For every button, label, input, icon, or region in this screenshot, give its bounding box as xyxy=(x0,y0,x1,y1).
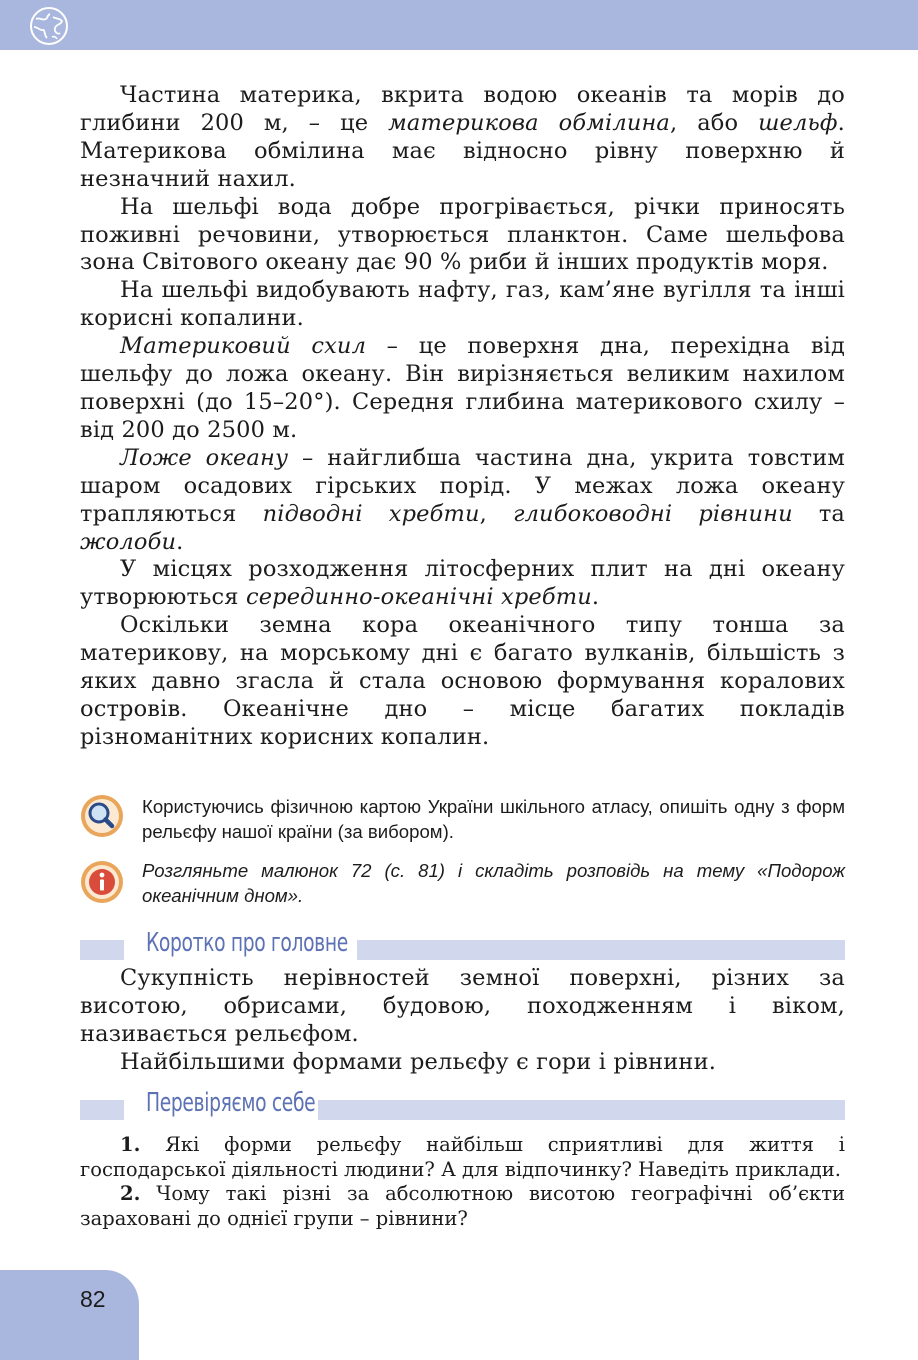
top-header-bar xyxy=(0,0,918,50)
paragraph-volcanoes: Оскільки земна кора океанічного типу тонша за материкову, на морському дні є багато вулканів, більшість з яких давно згасла й стала основою формування коралових островів. Океанічне дно – місце багатих покладів різноманітних корисних копалин. xyxy=(80,612,845,750)
heading-bar-left xyxy=(80,1100,124,1120)
page-number-tab xyxy=(0,1270,139,1360)
task-drawing xyxy=(80,858,845,914)
section-summary-heading xyxy=(80,928,845,968)
heading-bar-left xyxy=(80,940,124,960)
page-number: 82 xyxy=(80,1286,106,1312)
task-atlas-text: Користуючись фізичною картою України шкільного атласу, опишіть одну з форм рельєфу нашої країни (за вибором). xyxy=(142,796,845,842)
paragraph-shelf-fishing: На шельфі вода добре прогрівається, річки приносять поживні речовини, утворюється планктон. Саме шельфова зона Світового океану дає 90 % риби й інших продуктів моря. xyxy=(80,193,845,276)
globe-icon xyxy=(28,5,70,47)
heading-bar-right xyxy=(357,940,845,960)
info-icon xyxy=(80,860,124,904)
paragraph-continental-slope: Материковий схил – це поверхня дна, перехідна від шельфу до ложа океану. Він вирізняється великим нахилом поверхні (до 15–20°). Середня глибина материкового схилу – від 200 до 2500 м. xyxy=(80,333,845,443)
question-item: 1. Які форми рельєфу найбільш сприятливі для життя і господарської діяльності людини? А для відпочинку? Наведіть приклади. xyxy=(80,1133,845,1181)
summary-paragraph-2: Найбільшими формами рельєфу є гори і рівнини. xyxy=(120,1048,717,1075)
check-heading: Перевіряємо себе xyxy=(146,1088,316,1118)
heading-bar-right xyxy=(318,1100,845,1120)
magnifier-icon xyxy=(80,794,124,838)
paragraph-ocean-floor: Ложе океану – найглибша частина дна, укрита товстим шаром осадових гірських порід. У межах ложа океану трапляються підводні хребти, глибоководні рівнини та жолоби. xyxy=(80,444,845,555)
summary-text xyxy=(80,965,845,1077)
section-check-heading xyxy=(80,1088,845,1128)
check-questions xyxy=(80,1133,845,1231)
task-atlas xyxy=(80,794,845,850)
task-drawing-text: Розгляньте малюнок 72 (с. 81) і складіть розповідь на тему «Подорож океанічним дном». xyxy=(142,860,845,906)
paragraph-shelf: Частина материка, вкрита водою океанів та морів до глибини 200 м, – це материкова обмілина, або шельф. Материкова обмілина має відносно рівну поверхню й незначний нахил. xyxy=(80,82,845,192)
summary-paragraph-1: Сукупність нерівностей земної поверхні, різних за висотою, обрисами, будовою, походженням і віком, називається рельєфом. xyxy=(80,965,845,1047)
summary-heading: Коротко про головне xyxy=(146,928,348,958)
main-text xyxy=(80,82,845,752)
paragraph-mid-ocean-ridges: У місцях розходження літосферних плит на дні океану утворюються серединно-океанічні хребти. xyxy=(80,556,845,611)
question-item: 2. Чому такі різні за абсолютною висотою географічні об’єкти зараховані до однієї групи – рівнини? xyxy=(80,1182,845,1230)
paragraph-shelf-minerals: На шельфі видобувають нафту, газ, кам’яне вугілля та інші корисні копалини. xyxy=(80,277,845,332)
